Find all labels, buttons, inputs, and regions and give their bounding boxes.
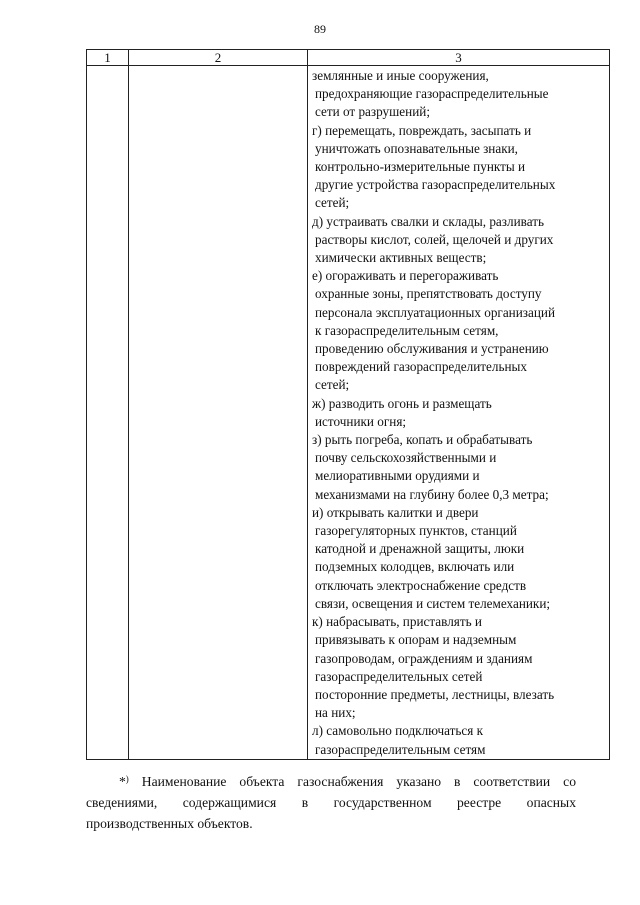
list-item-line: мелиоративными орудиями и [315,468,480,484]
list-item-line: уничтожать опознавательные знаки, [315,140,518,156]
list-item-line: растворы кислот, солей, щелочей и других [315,231,554,247]
list-item-line: охранные зоны, препятствовать доступу [315,286,542,302]
list-item-line: почву сельскохозяйственными и [315,450,497,466]
list-item-line: другие устройства газораспределительных [315,177,556,193]
header-col-2: 2 [129,50,308,66]
page-number: 89 [314,22,326,36]
list-item-line: отключать электроснабжение средств [315,577,527,593]
list-item-line: газорегуляторных пунктов, станций [315,523,517,539]
list-item-line: е) огораживать и перегораживать [312,268,499,284]
cell-col-2 [129,66,308,760]
list-item-line: к) набрасывать, приставлять и [312,614,482,630]
restrictions-list [308,66,609,759]
list-item-line: катодной и дренажной защиты, люки [315,541,525,557]
footnote [86,771,576,834]
list-item-line: повреждений газораспределительных [315,359,528,375]
table-row [87,66,610,760]
footnote-text: Наименование объекта газоснабжения указано в соответствии со сведениями, содержащимися в государственном реестре опасных производственных объектов. [86,774,576,831]
list-item-line: ж) разводить огонь и размещать [312,395,492,411]
list-item-line: химически активных веществ; [315,250,487,266]
cell-col-3 [308,66,610,760]
list-item-line: связи, освещения и систем телемеханики; [315,595,551,611]
list-item-line: подземных колодцев, включать или [315,559,515,575]
document-table [86,49,610,760]
table-header-row [87,50,610,66]
list-item-line: г) перемещать, повреждать, засыпать и [312,122,532,138]
list-item-line: л) самовольно подключаться к [312,723,484,739]
list-item-line: предохраняющие газораспределительные [315,86,549,102]
list-item-line: к газораспределительным сетям, [315,322,499,338]
cell-col-1 [87,66,129,760]
list-item-line: газораспределительных сетей [315,668,483,684]
list-item-line: источники огня; [315,413,407,429]
list-item-line: механизмами на глубину более 0,3 метра; [315,486,549,502]
list-item-line: и) открывать калитки и двери [312,504,479,520]
footnote-marker: * [119,774,126,789]
list-item-line: проведению обслуживания и устранению [315,341,549,357]
header-col-1: 1 [87,50,129,66]
list-item-line: на них; [315,705,356,721]
list-item-line: посторонние предметы, лестницы, влезать [315,686,555,702]
footnote-marker-sup: ) [125,774,129,784]
list-item-line: сетей; [315,195,350,211]
list-item-line: газораспределительным сетям [315,741,486,757]
list-item-line: сетей; [315,377,350,393]
list-item-line: сети от разрушений; [315,104,430,120]
list-item-line: з) рыть погреба, копать и обрабатывать [312,432,533,448]
list-item-line: землянные и иные сооружения, [312,68,489,83]
list-item-line: привязывать к опорам и надземным [315,632,517,648]
list-item-line: персонала эксплуатационных организаций [315,304,556,320]
list-item-line: газопроводам, ограждениям и зданиям [315,650,533,666]
list-item-line: контрольно-измерительные пункты и [315,159,526,175]
list-item-line: д) устраивать свалки и склады, разливать [312,213,544,229]
header-col-3: 3 [308,50,610,66]
